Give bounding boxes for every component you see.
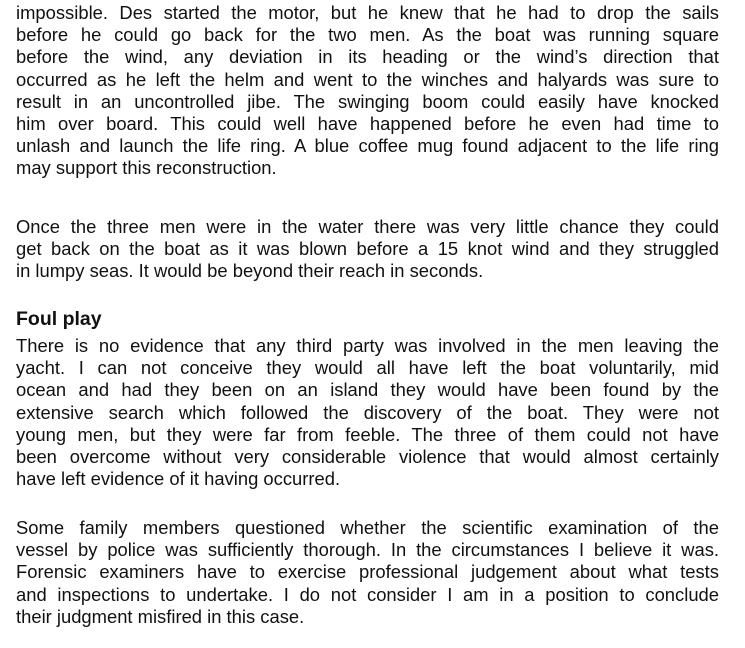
text-line: yacht. I can not conceive they would all have left the boat voluntarily, mid bbox=[16, 357, 719, 379]
text-line: Some family members questioned whether the scientific examination of the bbox=[16, 517, 719, 538]
text-line: their judgment misfired in this case. bbox=[16, 605, 305, 627]
text-line: extensive search which followed the discovery of the boat. They were not bbox=[16, 401, 719, 423]
text-line: occurred as he left the helm and went to the winches and halyards was sure to bbox=[16, 68, 719, 90]
text-line: have left evidence of it having occurred. bbox=[16, 468, 341, 490]
text-line: him over board. This could well have happened before he even had time to bbox=[16, 113, 719, 135]
text-line: Forensic examiners have to exercise professional judgement about what tests bbox=[16, 561, 719, 583]
paragraph-no-evidence bbox=[16, 335, 719, 490]
text-line: been overcome without very considerable violence that would almost certainly bbox=[16, 446, 719, 468]
paragraph-forensic-examination bbox=[16, 517, 719, 628]
text-line: in lumpy seas. It would be beyond their reach in seconds. bbox=[16, 260, 484, 282]
text-line: There is no evidence that any third party was involved in the men leaving the bbox=[16, 335, 719, 356]
text-line: may support this reconstruction. bbox=[16, 157, 277, 179]
text-line: Once the three men were in the water there was very little chance they could bbox=[16, 216, 719, 237]
text-line: result in an uncontrolled jibe. The swinging boom could easily have knocked bbox=[16, 90, 719, 112]
text-line: and inspections to undertake. I do not consider I am in a position to conclude bbox=[16, 583, 719, 605]
text-line: vessel by police was sufficiently thorough. In the circumstances I believe it was. bbox=[16, 539, 719, 561]
text-line: before the wind, any deviation in its heading or the wind’s direction that bbox=[16, 46, 719, 68]
text-line: impossible. Des started the motor, but he knew that he had to drop the sails bbox=[16, 2, 719, 23]
text-line: young men, but they were far from feeble. The three of them could not have bbox=[16, 423, 719, 445]
paragraph-men-in-water bbox=[16, 216, 719, 283]
text-line: ocean and had they been on an island they would have been found by the bbox=[16, 379, 719, 401]
text-line: unlash and launch the life ring. A blue coffee mug found adjacent to the life ring bbox=[16, 135, 719, 157]
text-line: get back on the boat as it was blown before a 15 knot wind and they struggled bbox=[16, 238, 719, 260]
section-heading-foul-play: Foul play bbox=[16, 308, 102, 330]
paragraph-reconstruction bbox=[16, 2, 719, 180]
text-line: before he could go back for the two men. As the boat was running square bbox=[16, 24, 719, 46]
